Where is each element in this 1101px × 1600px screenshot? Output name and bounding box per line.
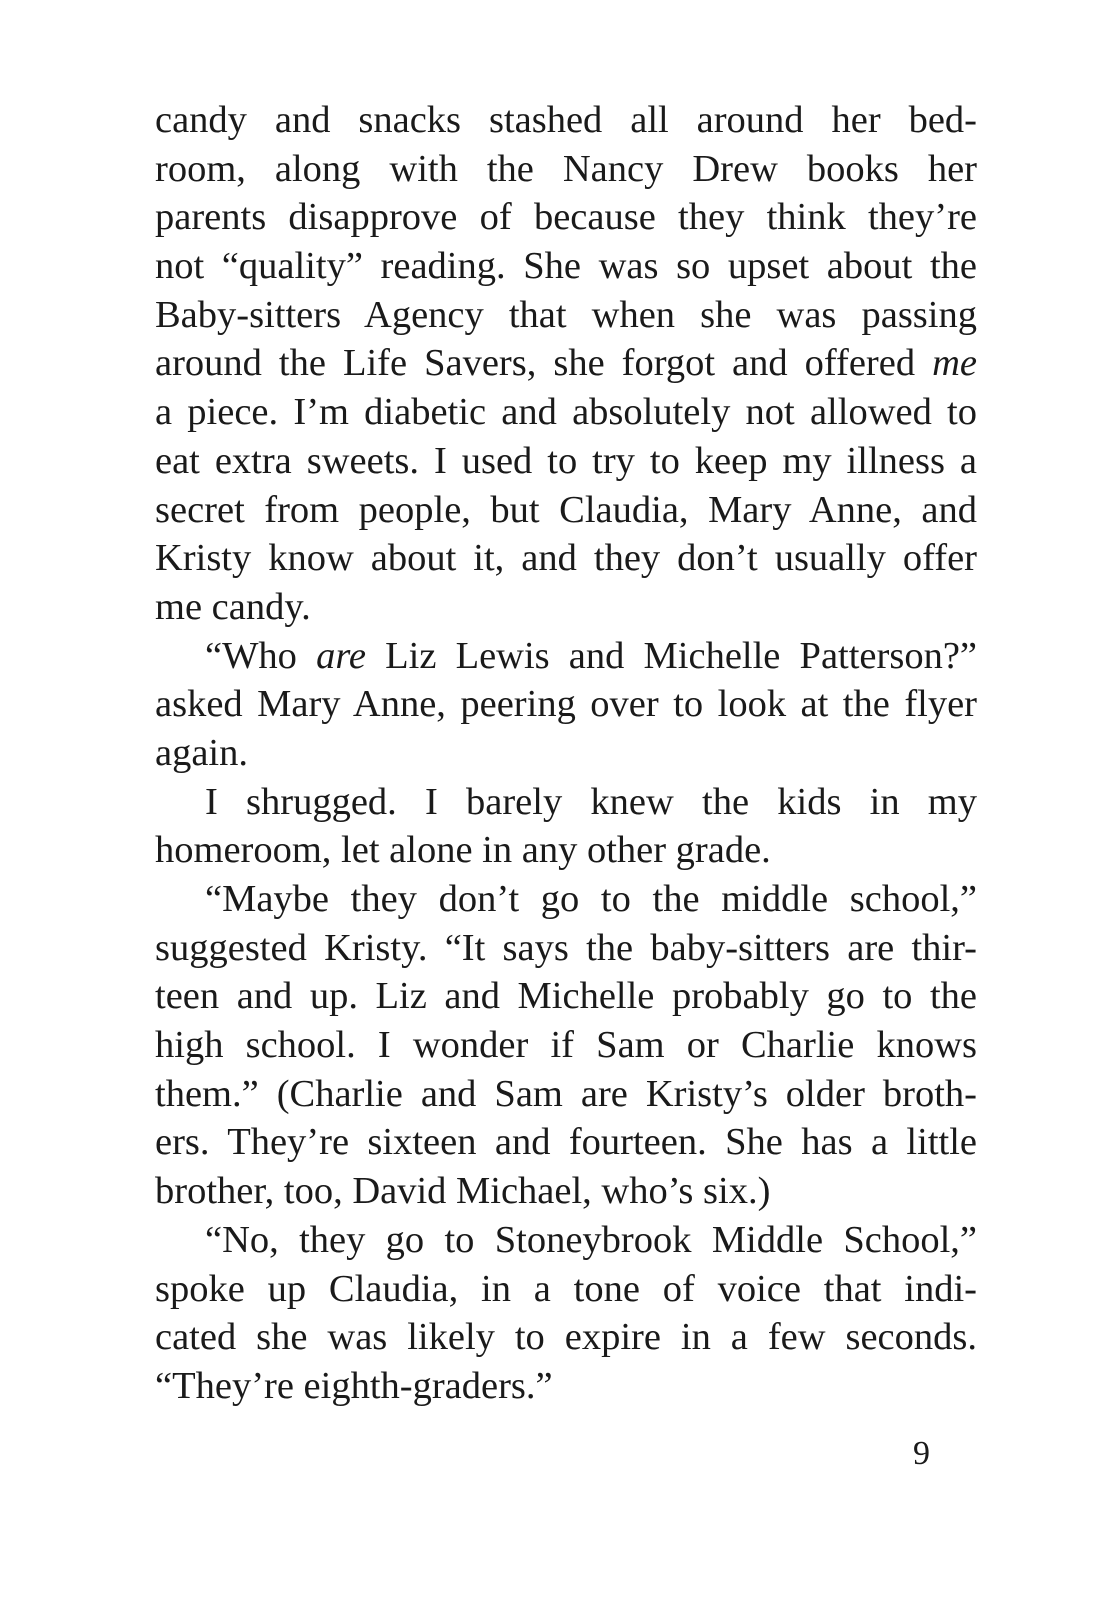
text-segment: “Maybe they don’t go to the middle school,”: [205, 878, 977, 920]
text-line: [155, 729, 977, 778]
italic-emphasis: are: [316, 634, 366, 677]
text-segment: parents disapprove of because they think they’re: [155, 196, 977, 239]
text-segment: “No, they go to Stoneybrook Middle School,”: [205, 1218, 977, 1261]
text-line: [155, 680, 977, 729]
text-segment: “They’re eighth-graders.”: [155, 1364, 553, 1407]
text-line: [155, 242, 977, 291]
text-segment: suggested Kristy. “It says the baby-sitters are thir-: [155, 926, 977, 969]
page-number: 9: [913, 1435, 930, 1472]
text-segment: around the Life Savers, she forgot and offered: [155, 342, 933, 385]
text-segment: ers. They’re sixteen and fourteen. She has a little: [155, 1121, 977, 1164]
paragraph-first-line: [155, 1216, 977, 1265]
body-text: [155, 96, 977, 1411]
text-line: [155, 388, 977, 437]
italic-emphasis: me: [932, 342, 977, 385]
text-segment: again.: [155, 731, 248, 774]
text-line: [155, 924, 977, 973]
text-line: [155, 534, 977, 583]
paragraph-first-line: [155, 778, 977, 827]
text-line: [155, 826, 977, 875]
text-segment: room, along with the Nancy Drew books her: [155, 147, 977, 190]
text-line: [155, 437, 977, 486]
text-segment: brother, too, David Michael, who’s six.): [155, 1170, 771, 1213]
text-segment: high school. I wonder if Sam or Charlie knows: [155, 1024, 977, 1067]
text-line: [155, 1118, 977, 1167]
text-line: [155, 96, 977, 145]
text-segment: Liz Lewis and Michelle Patterson?”: [365, 634, 977, 677]
text-segment: them.” (Charlie and Sam are Kristy’s older broth-: [155, 1072, 977, 1115]
text-segment: Kristy know about it, and they don’t usually offer: [155, 537, 977, 580]
text-segment: a piece. I’m diabetic and absolutely not allowed to: [155, 391, 977, 434]
text-segment: candy and snacks stashed all around her bed-: [155, 99, 977, 141]
text-line: [155, 339, 977, 388]
paragraph-first-line: [155, 632, 977, 681]
text-line: [155, 291, 977, 340]
text-segment: homeroom, let alone in any other grade.: [155, 829, 771, 872]
text-line: [155, 1021, 977, 1070]
text-segment: secret from people, but Claudia, Mary Anne, and: [155, 488, 977, 531]
text-segment: teen and up. Liz and Michelle probably go to the: [155, 975, 977, 1018]
text-segment: I shrugged. I barely knew the kids in my: [205, 780, 977, 823]
text-line: [155, 1265, 977, 1314]
paragraph-first-line: [155, 875, 977, 924]
text-segment: “Who: [205, 634, 317, 677]
text-line: [155, 1070, 977, 1119]
text-line: [155, 583, 977, 632]
text-segment: spoke up Claudia, in a tone of voice that indi-: [155, 1267, 977, 1310]
text-segment: not “quality” reading. She was so upset about the: [155, 245, 977, 288]
text-segment: eat extra sweets. I used to try to keep my illness a: [155, 439, 977, 482]
text-line: [155, 486, 977, 535]
text-segment: asked Mary Anne, peering over to look at the flyer: [155, 683, 977, 726]
text-line: [155, 1313, 977, 1362]
text-line: [155, 145, 977, 194]
text-segment: Baby-sitters Agency that when she was passing: [155, 293, 977, 336]
text-line: [155, 193, 977, 242]
text-segment: me candy.: [155, 585, 311, 628]
text-segment: cated she was likely to expire in a few seconds.: [155, 1316, 977, 1359]
text-line: [155, 972, 977, 1021]
text-line: [155, 1167, 977, 1216]
text-line: [155, 1362, 977, 1411]
